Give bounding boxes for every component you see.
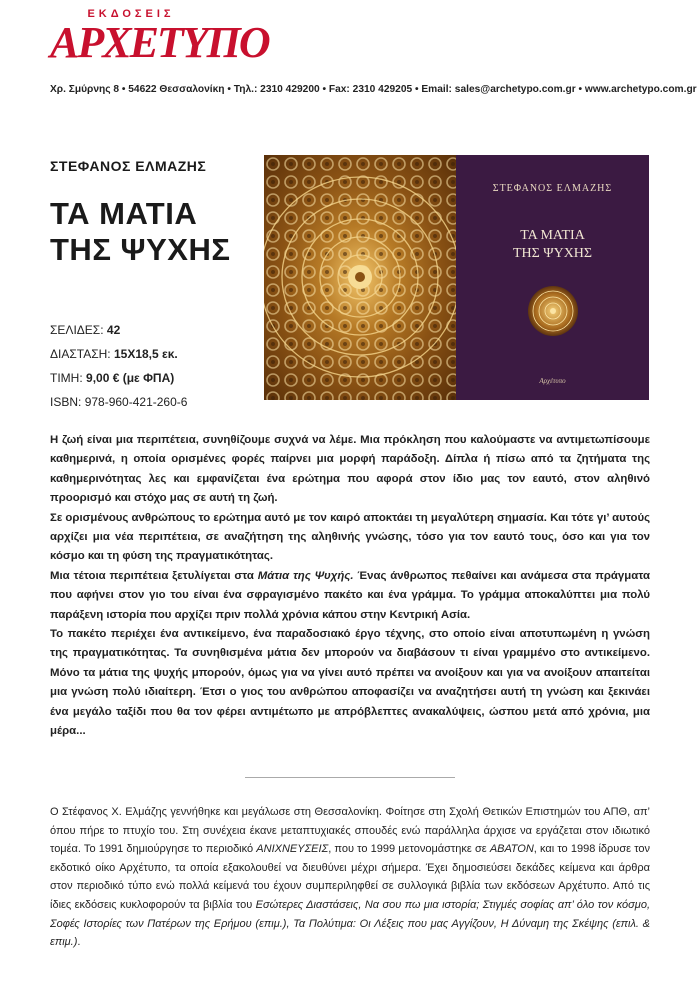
- publisher-logo: [50, 8, 269, 78]
- contact-line: Χρ. Σμύρνης 8 • 54622 Θεσσαλονίκη • Τηλ.: 2310 429200 • Fax: 2310 429205 • Email: sales@archetypo.com.gr • www.archetypo.com.gr: [50, 84, 697, 95]
- spec-size: ΔΙΑΣΤΑΣΗ: 15Χ18,5 εκ.: [50, 347, 178, 361]
- cover-author: ΣΤΕΦΑΝΟΣ ΕΛΜΑΖΗΣ: [492, 183, 613, 194]
- spec-isbn: ISBN: 978-960-421-260-6: [50, 395, 188, 409]
- description-paragraph: Σε ορισμένους ανθρώπους το ερώτημα αυτό με τον καιρό αποκτάει τη μεγαλύτερη σημασία. Και τότε γι’ αυτούς αρχίζει μια νέα περιπέτεια, σε αναζήτηση της αληθινής γνώσης, τόσο για τον εαυτό τους, όσο και για τον κόσμο και τη φύση της πραγματικότητας.: [50, 511, 650, 563]
- cover-mosaic-image: [264, 155, 456, 400]
- logo-big-text: ΑΡΧΕΤΥΠΟ: [50, 18, 269, 67]
- cover-publisher: Αρχέτυπο: [539, 377, 566, 385]
- header: [0, 0, 700, 100]
- logo-small-text: ΕΚΔΟΣΕΙΣ: [87, 8, 175, 20]
- spec-pages: ΣΕΛΙΔΕΣ: 42: [50, 323, 121, 337]
- cover-title: ΤΑ ΜΑΤΙΑ ΤΗΣ ΨΥΧΗΣ: [512, 228, 593, 261]
- section-divider: [245, 777, 455, 778]
- book-cover: [264, 155, 649, 400]
- cover-medallion-icon: [527, 285, 579, 337]
- book-author: ΣΤΕΦΑΝΟΣ ΕΛΜΑΖΗΣ: [50, 158, 207, 174]
- book-title: [50, 196, 260, 268]
- author-biography: Ο Στέφανος Χ. Ελμάζης γεννήθηκε και μεγάλωσε στη Θεσσαλονίκη. Φοίτησε στη Σχολή Θετικών Επιστημών του ΑΠΘ, απ’ όπου πήρε το πτυχίο του. Στη συνέχεια έκανε μεταπτυχιακές σπουδές ενώ παράλληλα άρχισε να εργάζεται στον ιδιωτικό τομέα. Το 1991 δημιούργησε το περιοδικό ΑΝΙΧΝΕΥΣΕΙΣ, που το 1999 μετονομάστηκε σε ΑΒΑΤΟΝ, και το 1998 ίδρυσε τον εκδοτικό οίκο Αρχέτυπο, τα οποία εξακολουθεί να διευθύνει μέχρι σήμερα. Έχει δημοσιεύσει δεκάδες κείμενα και άρθρα στον περιοδικό τύπο ενώ πολλά κείμενά του έχουν συμπεριληφθεί σε συλλογικά βιβλία των εκδόσεων Αρχέτυπο. Από τις ίδιες εκδόσεις κυκλοφορούν τα βιβλία του Εσώτερες Διαστάσεις, Να σου πω μια ιστορία; Στιγμές σοφίας απ’ όλο τον κόσμο, Σοφές Ιστορίες των Πατέρων της Ερήμου (επιμ.), Τα Πολύτιμα: Οι Λέξεις που μας Αγγίζουν, Η Δύναμη της Σκέψης (επιλ. & επιμ.).: [50, 806, 650, 949]
- description-paragraph: Το πακέτο περιέχει ένα αντικείμενο, ένα παραδοσιακό έργο τέχνης, στο οποίο είναι αποτυπωμένη η γνώση της πραγματικότητας. Τα συνηθισμένα μάτια δεν μπορούν να διαβάσουν τι είναι γραμμένο στο αντικείμενο. Μόνο τα μάτια της ψυχής μπορούν, όμως για να γίνει αυτό πρέπει να ανοίξουν και για να ανοίξουν απαιτείται μια γνώση πολύ ιδιαίτερη. Έτσι ο γιος του ανθρώπου αποφασίζει να αναζητήσει αυτή τη γνώση και ξεκινάει ένα μεγάλο ταξίδι που θα τον φέρει αντιμέτωπο με απρόβλεπτες ανακαλύψεις, ώσπου μετά από χρόνια, μια μέρα...: [50, 628, 650, 738]
- cover-front: [456, 155, 649, 400]
- book-title-line1: ΤΑ ΜΑΤΙΑ: [50, 196, 198, 231]
- spec-price: ΤΙΜΗ: 9,00 € (με ΦΠΑ): [50, 371, 175, 385]
- description-paragraph: Η ζωή είναι μια περιπέτεια, συνηθίζουμε συχνά να λέμε. Μια πρόκληση που καλούμαστε να αντιμετωπίσουμε καθημερινά, η οποία ορισμένες φορές παίρνει μια μορφή παράδοξη. Δίπλα ή πίσω από τα ζητήματα της καθημερινότητας λες και εμφανίζεται ένα ερώτημα που αφορά στον ίδιο μας τον εαυτό, στον αληθινό προορισμό και στόχο μας σε αυτή τη ζωή.: [50, 434, 650, 505]
- book-title-line2: ΤΗΣ ΨΥΧΗΣ: [50, 232, 231, 267]
- book-description: [50, 431, 650, 742]
- book-specs: [50, 318, 187, 414]
- description-paragraph: Μια τέτοια περιπέτεια ξετυλίγεται στα Μάτια της Ψυχής. Ένας άνθρωπος πεθαίνει και ανάμεσα στα πράγματα που αφήνει στον γιο του είναι ένα σφραγισμένο πακέτο και ένα γράμμα. Το γράμμα αποκαλύπτει μια πολύ παράξενη ιστορία που αρχίζει πριν πολλά χρόνια κάπου στην Κεντρική Ασία.: [50, 569, 650, 621]
